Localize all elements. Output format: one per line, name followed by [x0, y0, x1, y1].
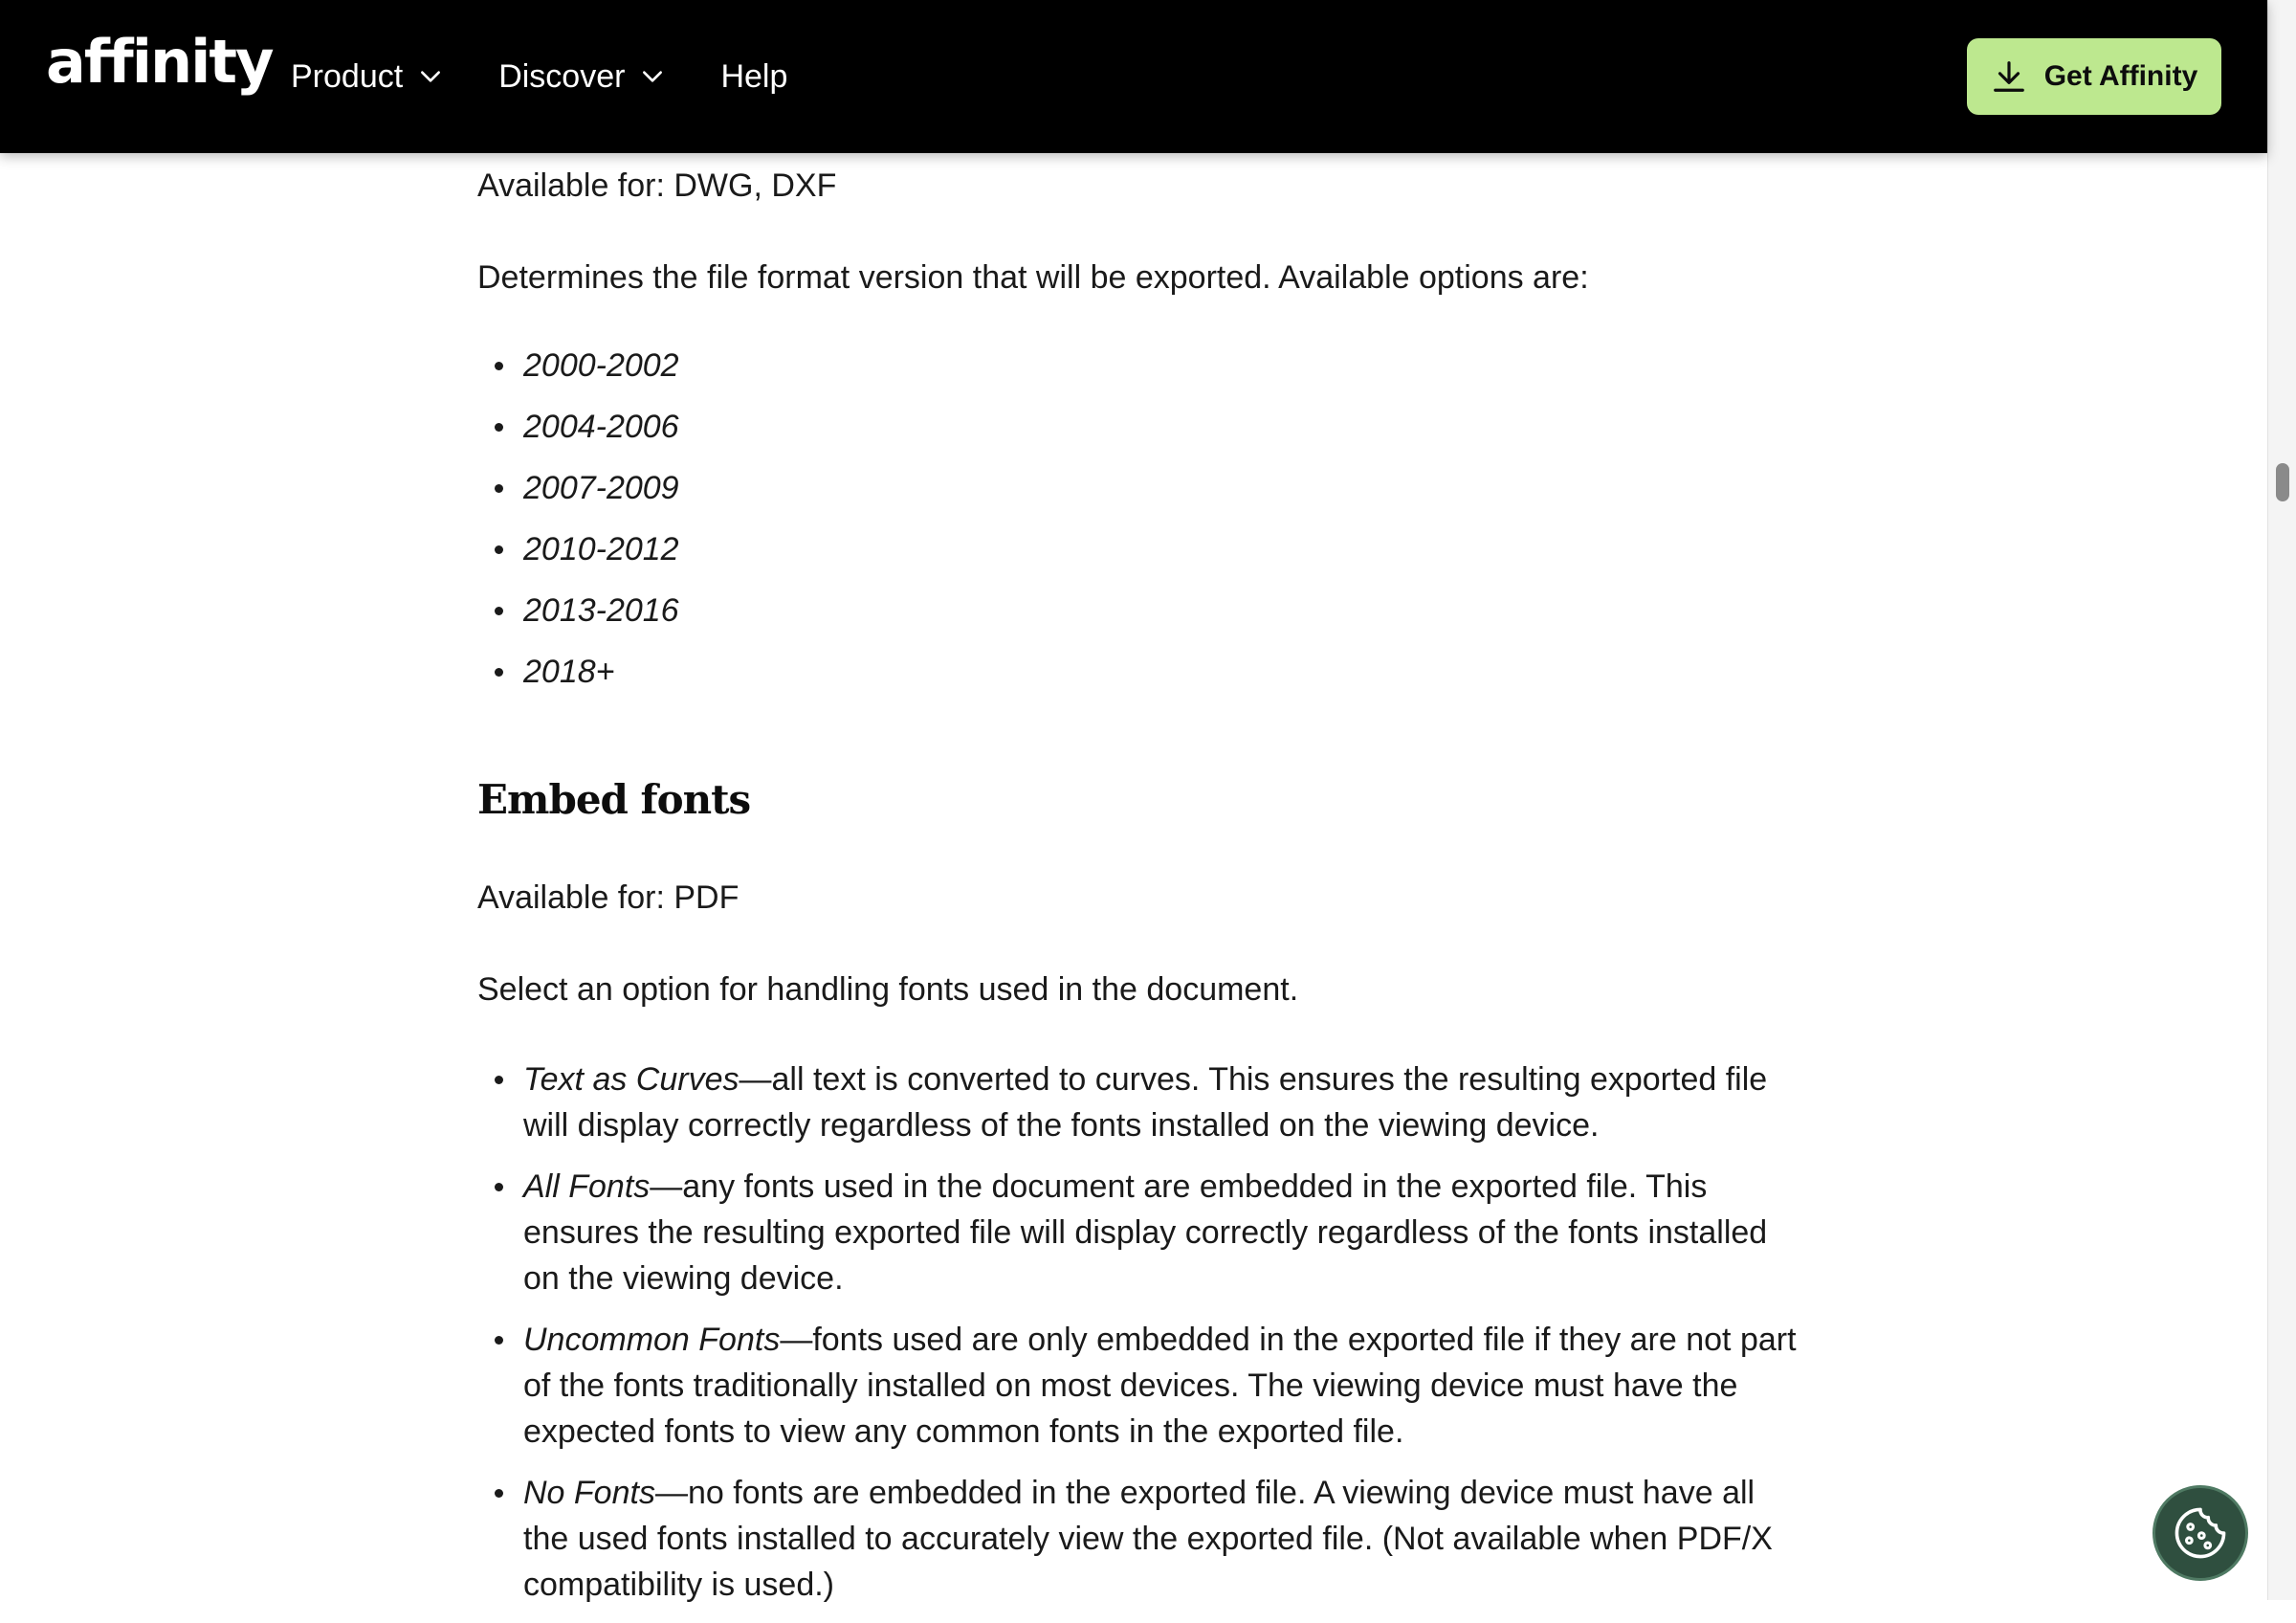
get-affinity-label: Get Affinity [2043, 60, 2198, 92]
list-item: 2004-2006 [477, 404, 1807, 465]
list-item: 2007-2009 [477, 465, 1807, 526]
nav-discover[interactable] [498, 58, 665, 96]
list-item: Text as Curves—all text is converted to curves. This ensures the resulting exported file will display correctly regardless of the fonts installed on the viewing device. [477, 1056, 1807, 1148]
get-affinity-button[interactable] [1967, 38, 2221, 115]
page-scrollbar[interactable] [2267, 0, 2296, 1600]
nav-help[interactable] [720, 58, 787, 96]
list-item: 2010-2012 [477, 526, 1807, 588]
embed-available-for: Available for: PDF [477, 879, 740, 916]
list-item: 2013-2016 [477, 588, 1807, 649]
list-item: No Fonts—no fonts are embedded in the exported file. A viewing device must have all the used fonts installed to accurately view the exported file. (Not available when PDF/X compatibility is used.) [477, 1470, 1807, 1608]
chevron-down-icon [418, 64, 443, 89]
nav-product[interactable] [291, 58, 443, 96]
list-item: 2018+ [477, 649, 1807, 710]
dwg-available-for: Available for: DWG, DXF [477, 167, 837, 204]
list-item: 2000-2002 [477, 343, 1807, 404]
scrollbar-thumb[interactable] [2276, 463, 2289, 501]
embed-options-list [477, 1056, 1807, 1623]
site-header [0, 0, 2267, 153]
main-nav [291, 0, 843, 153]
embed-intro-text: Select an option for handling fonts used in the document. [477, 971, 1299, 1008]
nav-product-label: Product [291, 57, 404, 95]
cookie-icon [2171, 1503, 2230, 1563]
nav-help-label: Help [720, 57, 788, 95]
list-item: Uncommon Fonts—fonts used are only embedded in the exported file if they are not part of the fonts traditionally installed on most devices. The viewing device must have the expected fonts to view any common fonts in the exported file. [477, 1317, 1807, 1455]
dwg-version-list [477, 343, 1807, 710]
list-item: All Fonts—any fonts used in the document are embedded in the exported file. This ensures the resulting exported file will display correctly regardless of the fonts installed on the viewing device. [477, 1164, 1807, 1301]
nav-discover-label: Discover [498, 57, 626, 95]
chevron-down-icon [640, 64, 665, 89]
cookie-settings-button[interactable] [2152, 1485, 2248, 1581]
embed-fonts-heading: Embed fonts [477, 776, 751, 823]
affinity-logo[interactable]: affinity [46, 27, 273, 97]
dwg-intro-text: Determines the file format version that will be exported. Available options are: [477, 259, 1589, 296]
download-icon [1991, 58, 2027, 95]
